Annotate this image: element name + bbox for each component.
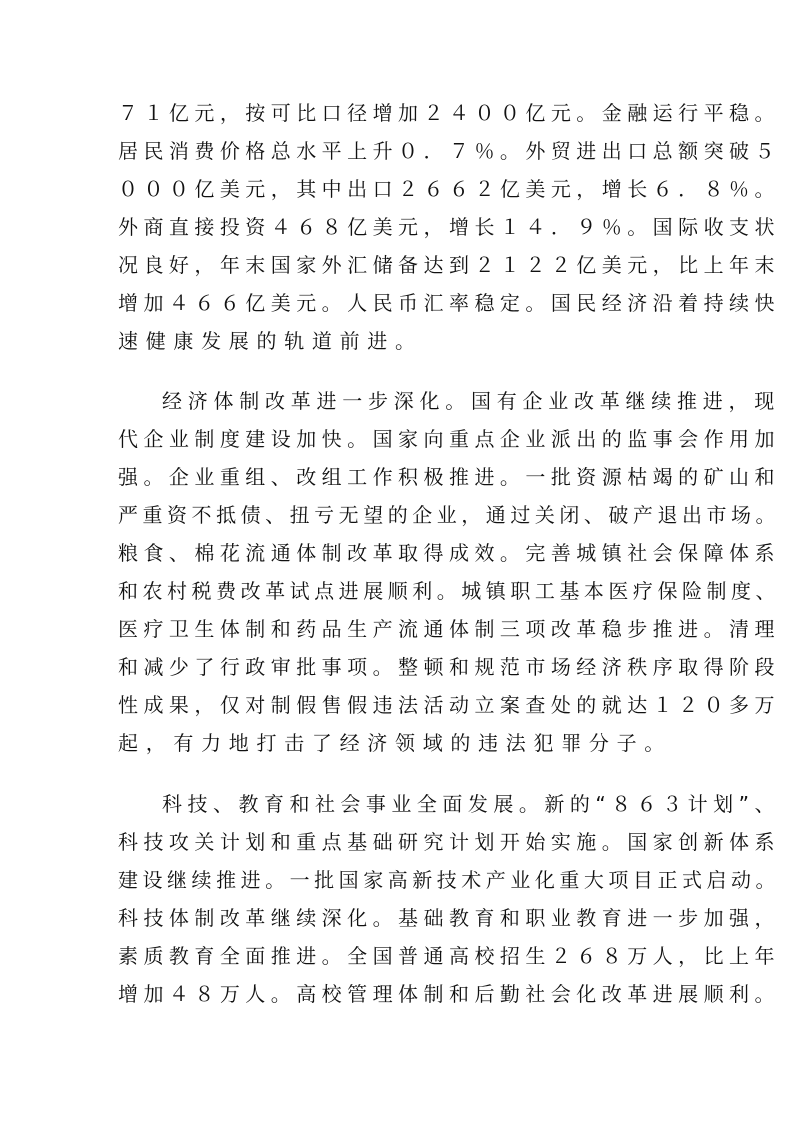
- text-line: 科技、教育和社会事业全面发展。新的“８６３计划”、: [162, 792, 780, 816]
- text-line: 增加４６６亿美元。人民币汇率稳定。国民经济沿着持续快: [118, 291, 780, 315]
- text-line: 严重资不抵债、扭亏无望的企业，通过关闭、破产退出市场。: [118, 503, 781, 527]
- text-line: 科技攻关计划和重点基础研究计划开始实施。国家创新体系: [118, 830, 780, 854]
- text-line: 和减少了行政审批事项。整顿和规范市场经济秩序取得阶段: [118, 655, 780, 679]
- text-line: 起，有力地打击了经济领域的违法犯罪分子。: [118, 731, 672, 755]
- text-line: 代企业制度建设加快。国家向重点企业派出的监事会作用加: [118, 427, 780, 451]
- text-line: 粮食、棉花流通体制改革取得成效。完善城镇社会保障体系: [118, 541, 780, 565]
- text-line: 增加４８万人。高校管理体制和后勤社会化改革进展顺利。: [118, 982, 780, 1006]
- text-line: ０００亿美元，其中出口２６６２亿美元，增长６．８％。: [118, 177, 780, 201]
- text-line: 居民消费价格总水平上升０．７％。外贸进出口总额突破５: [118, 139, 780, 163]
- text-line: 医疗卫生体制和药品生产流通体制三项改革稳步推进。清理: [118, 617, 780, 641]
- text-line: 况良好，年末国家外汇储备达到２１２２亿美元，比上年末: [118, 253, 780, 277]
- text-line: ７１亿元，按可比口径增加２４００亿元。金融运行平稳。: [118, 101, 780, 125]
- text-line: 强。企业重组、改组工作积极推进。一批资源枯竭的矿山和: [118, 465, 780, 489]
- text-line: 性成果，仅对制假售假违法活动立案查处的就达１２０多万: [118, 693, 780, 717]
- text-line: 速健康发展的轨道前进。: [118, 329, 423, 353]
- text-line: 和农村税费改革试点进展顺利。城镇职工基本医疗保险制度、: [118, 579, 781, 603]
- text-line: 经济体制改革进一步深化。国有企业改革继续推进，现: [162, 389, 780, 413]
- text-line: 外商直接投资４６８亿美元，增长１４．９％。国际收支状: [118, 215, 780, 239]
- text-line: 建设继续推进。一批国家高新技术产业化重大项目正式启动。: [118, 868, 781, 892]
- text-line: 科技体制改革继续深化。基础教育和职业教育进一步加强，: [118, 906, 780, 930]
- text-line: 素质教育全面推进。全国普通高校招生２６８万人，比上年: [118, 944, 780, 968]
